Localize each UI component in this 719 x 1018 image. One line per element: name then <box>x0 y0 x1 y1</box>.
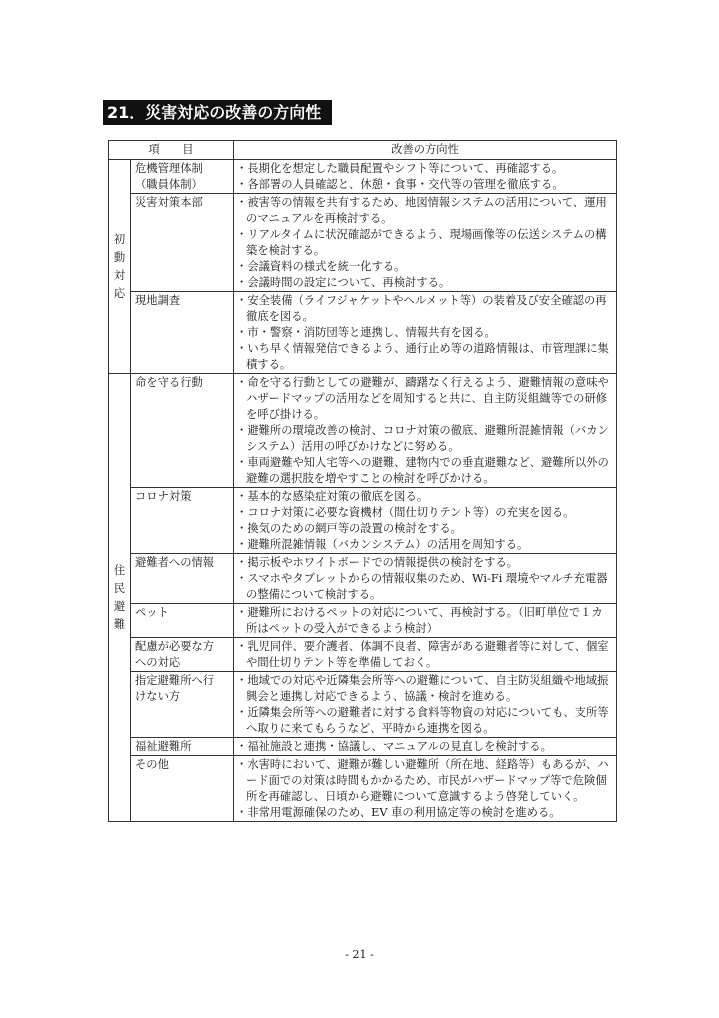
category-char: 避 <box>113 599 126 613</box>
category-char: 動 <box>113 250 126 264</box>
item-cell <box>131 604 234 638</box>
item-cell <box>131 672 234 738</box>
table-header-row <box>109 141 617 160</box>
direction-cell <box>234 488 617 554</box>
direction-cell <box>234 638 617 672</box>
table-row <box>109 604 617 638</box>
item-label: 危機管理体制 <box>135 162 203 175</box>
header-direction: 改善の方向性 <box>234 141 617 160</box>
item-label: への対応 <box>135 656 181 669</box>
item-cell <box>131 374 234 488</box>
direction-cell <box>234 194 617 292</box>
direction-cell <box>234 292 617 374</box>
page-number: - 21 - <box>345 948 374 961</box>
item-cell <box>131 160 234 194</box>
direction-point: ・避難所混雑情報（バカンシステム）の活用を周知する。 <box>236 538 529 551</box>
item-cell <box>131 292 234 374</box>
item-label: その他 <box>135 758 169 771</box>
header-item: 項 目 <box>109 141 234 160</box>
direction-point: ・換気のための網戸等の設置の検討をする。 <box>236 522 462 535</box>
category-cell <box>109 160 131 374</box>
section-heading: 21．災害対応の改善の方向性 <box>103 100 332 125</box>
direction-point: ・いち早く情報発信できるよう、通行止め等の道路情報は、市管理課に集積する。 <box>236 342 609 371</box>
direction-point: ・命を守る行動としての避難が、躊躇なく行えるよう、避難情報の意味やハザードマップの活用などを周知すると共に、自主防災組織等での研修を呼び掛ける。 <box>236 376 609 421</box>
table-row <box>109 554 617 604</box>
direction-point: ・地域での対応や近隣集会所等への避難について、自主防災組織や地域振興会と連携し対応できるよう、協議・検討を進める。 <box>236 674 609 703</box>
table-row <box>109 672 617 738</box>
item-label: 福祉避難所 <box>135 740 192 753</box>
direction-point: ・各部署の人員確認と、休憩・食事・交代等の管理を徹底する。 <box>236 178 564 191</box>
direction-point: ・基本的な感染症対策の徹底を図る。 <box>236 490 429 503</box>
direction-point: ・スマホやタブレットからの情報収集のため、Wi-Fi 環境やマルチ充電器の整備について検討する。 <box>236 572 608 601</box>
item-label: 避難者への情報 <box>135 556 215 569</box>
direction-point: ・非常用電源確保のため、EV 車の利用協定等の検討を進める。 <box>236 806 561 819</box>
direction-point: ・避難所におけるペットの対応について、再検討する。（旧町単位で１カ所はペットの受入ができるよう検討） <box>236 606 603 635</box>
direction-point: ・市・警察・消防団等と連携し、情報共有を図る。 <box>236 326 496 339</box>
item-cell <box>131 738 234 756</box>
category-char: 応 <box>113 286 126 300</box>
direction-point: ・水害時において、避難が難しい避難所（所在地、経路等）もあるが、ハード面での対策は時間もかかるため、市民がハザードマップ等で危険個所を再確認し、日頃から避難について意識するよう啓発していく。 <box>236 758 609 803</box>
direction-cell <box>234 604 617 638</box>
item-cell <box>131 194 234 292</box>
direction-point: ・福祉施設と連携・協議し、マニュアルの見直しを検討する。 <box>236 740 552 753</box>
direction-point: ・被害等の情報を共有するため、地図情報システムの活用について、運用のマニュアルを再検討する。 <box>236 196 607 225</box>
item-label: 命を守る行動 <box>135 376 203 389</box>
direction-point: ・長期化を想定した職員配置やシフト等について、再確認する。 <box>236 162 564 175</box>
direction-point: ・近隣集会所等への避難者に対する食料等物資の対応についても、支所等へ取りに来てもらうなど、平時から連携を図る。 <box>236 706 609 735</box>
item-label: ペット <box>135 606 169 619</box>
item-label: 指定避難所へ行 <box>135 674 215 687</box>
table-row <box>109 638 617 672</box>
direction-cell <box>234 160 617 194</box>
category-char: 民 <box>113 581 126 595</box>
item-label: 配慮が必要な方 <box>135 640 215 653</box>
table-row <box>109 756 617 822</box>
item-cell <box>131 756 234 822</box>
item-label: けない方 <box>135 690 181 703</box>
direction-point: ・コロナ対策に必要な資機材（間仕切りテント等）の充実を図る。 <box>236 506 575 519</box>
category-cell <box>109 374 131 822</box>
direction-point: ・会議時間の設定について、再検討する。 <box>236 276 451 289</box>
item-cell <box>131 554 234 604</box>
direction-point: ・掲示板やホワイトボードでの情報提供の検討をする。 <box>236 556 519 569</box>
direction-point: ・安全装備（ライフジャケットやヘルメット等）の装着及び安全確認の再徹底を図る。 <box>236 294 607 323</box>
item-label: コロナ対策 <box>135 490 192 503</box>
category-char: 住 <box>113 563 126 577</box>
direction-cell <box>234 554 617 604</box>
direction-point: ・乳児同伴、要介護者、体調不良者、障害がある避難者等に対して、個室や間仕切りテント等を準備しておく。 <box>236 640 609 669</box>
table-row <box>109 374 617 488</box>
direction-cell <box>234 756 617 822</box>
category-char: 初 <box>113 232 126 246</box>
direction-point: ・避難所の環境改善の検討、コロナ対策の徹底、避難所混雑情報（バカンシステム）活用の呼びかけなどに努める。 <box>236 424 609 453</box>
category-char: 難 <box>113 617 126 631</box>
improvement-table <box>108 140 617 822</box>
item-cell <box>131 488 234 554</box>
table-row <box>109 194 617 292</box>
item-label: 現地調査 <box>135 294 181 307</box>
item-label: 災害対策本部 <box>135 196 203 209</box>
table-row <box>109 488 617 554</box>
direction-cell <box>234 672 617 738</box>
item-label: （職員体制） <box>135 178 203 191</box>
item-cell <box>131 638 234 672</box>
direction-cell <box>234 738 617 756</box>
direction-point: ・リアルタイムに状況確認ができるよう、現場画像等の伝送システムの構築を検討する。 <box>236 228 607 257</box>
direction-point: ・会議資料の様式を統一化する。 <box>236 260 406 273</box>
direction-point: ・車両避難や知人宅等への避難、建物内での垂直避難など、避難所以外の避難の選択肢を増やすことの検討を呼びかける。 <box>236 456 609 485</box>
direction-cell <box>234 374 617 488</box>
category-char: 対 <box>113 268 126 282</box>
table-row <box>109 160 617 194</box>
table-row <box>109 292 617 374</box>
table-row <box>109 738 617 756</box>
